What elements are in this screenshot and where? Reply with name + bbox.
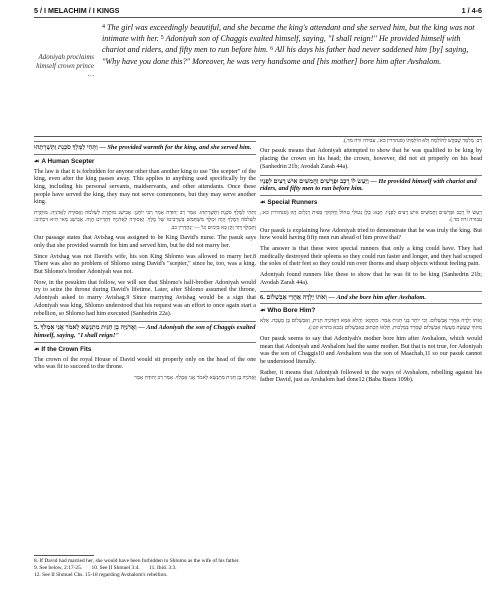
rubric-english: — And she bore him after Avshalom.: [328, 293, 426, 301]
footnote: 9. See below, 2:17-25.: [34, 565, 83, 572]
rubric-hebrew: וַתְּהִי לַמֶּלֶךְ סֹכֶנֶת וַתְּשָׁרְתֵהוּ: [34, 144, 98, 151]
section-title: If the Crown Fits: [41, 345, 92, 353]
commentary-paragraph: Since Avishag was not David's wife, his son King Shlomo was allowed to marry her.8 There was also no problem of Shlomo using David's "scepter," since he, too, was a king. But Shlomo's brother Adoniyah was not.: [34, 253, 256, 276]
commentary-left-column: [34, 138, 256, 385]
commentary-paragraph: The crown of the royal House of David would sit properly only on the head of the one who was fit to succeed to the throne.: [34, 356, 256, 371]
verse-4-text: The girl was exceedingly beautiful, and she became the king's attendant and she served him, but the king was not intimate with her.: [102, 23, 475, 44]
section-title: Who Bore Him?: [267, 307, 316, 315]
section-heading: [34, 346, 256, 355]
commentary-paragraph: Our pasuk is explaining how Adoniyah tried to demonstrate that he was truly the king. But how would having fifty men run ahead of him prove that?: [260, 227, 482, 242]
commentary-paragraph: The law is that it is forbidden for anyone other than another king to use "the scepter" of the king, even after the king passes away. This applies to anything used specifically by the king, including his personal servants, maidservants, and other attendants. Once these people have served the king, they may not serve commoners, but they may serve another king.: [34, 168, 256, 206]
rubric-heading: [34, 321, 256, 343]
footnotes: [34, 558, 482, 580]
commentary-paragraph: Adoniyah found runners like these to show that he was fit to be king (Sanhedrin 21b; Avodah Zarah 44a).: [260, 272, 482, 286]
rubric-heading: [260, 175, 482, 197]
section-marker-icon: ☙: [34, 158, 40, 165]
footnote: 10. See II Shmuel 3:4.: [91, 565, 140, 572]
rubric-english: — And Adoniyah the son of Chaggis exalted himself, saying, "I shall reign!": [34, 324, 256, 340]
section-marker-icon: ☙: [260, 200, 266, 207]
rubric-verse-number: 5.: [34, 324, 39, 332]
verse-number: 5: [160, 35, 164, 42]
footnote-line: [34, 572, 482, 579]
hebrew-source: וַאֲדֹנִיָּה בֶן חַגִּית מִתְנַשֵּׂא לֵאמֹר אֲנִי אֶמְלֹךְ. אָמַר רַב יְהוּדָה אָמַר: [134, 374, 256, 381]
rubric-heading: [34, 141, 256, 155]
section-marker-icon: ☙: [34, 346, 40, 353]
rubric-hebrew: וַאֲדֹנִיָּה בֶן חַגִּית מִתְנַשֵּׂא לֵאמֹר אֲנִי אֶמְלֹךְ: [40, 324, 137, 332]
commentary-paragraph: Our passage states that Avishag was assigned to be King David's nurse. The pasuk says only that she provided warmth for him and served him, but he did not marry her.: [34, 235, 256, 249]
rubric-heading: [260, 291, 482, 305]
verse-block: [34, 22, 482, 118]
verse-number: 6: [270, 46, 274, 53]
verse-6-text: All his days his father had never saddened him [by] saying, "Why have you done this?" Moreover, he was very handsome and [his mother] bore him after Avshalom.: [102, 45, 469, 66]
rubric-hebrew: וְאֹתוֹ יָלְדָה אַחֲרֵי אַבְשָׁלוֹם: [266, 293, 327, 301]
section-title: Special Runners: [267, 199, 318, 207]
section-heading: [260, 307, 482, 316]
rubric-english: — He provided himself with chariot and riders, and fifty men to run before him.: [260, 177, 477, 193]
header-chapter-verse: 1 / 4-6: [461, 6, 482, 15]
rubric-english: — She provided warmth for the king, and she served him.: [99, 144, 252, 151]
commentary-rule: [34, 136, 482, 137]
verse-number: 4: [102, 24, 105, 30]
section-heading: [34, 158, 256, 167]
rubric-verse-number: 6.: [260, 293, 265, 301]
verse-5-text: Adoniyah son of Chaggis exalted himself, saying, "I shall reign!" He provided himself with chariot and riders, and fifty men to run before him.: [102, 34, 461, 55]
commentary-paragraph: Rather, it means that Adoniyah followed in the ways of Avshalom, rebelling against his father David, just as Avshalom had done12 (Baba Basra 109b).: [260, 369, 482, 384]
footnote-line: [34, 558, 482, 565]
section-heading: [260, 199, 482, 208]
hebrew-source: וַתְּהִי לַמֶּלֶךְ סֹכֶנֶת וַתְּשָׁרְתֵהוּ. אָמַר רַב יְהוּדָה אָמַר רַבִּי יוֹחָנָן: אֲבִישַׁג מוּתֶּרֶת לִשְׁלֹמֹה וַאֲסוּרָה לַאֲדֹנִיָּה. מוּתֶּרֶת לִשְׁלֹמֹה דְּמֶלֶךְ הֲוָה וּמֶלֶךְ מִשְׁתַּמֵּשׁ בְּשַׁרְבִיטוֹ שֶׁל מֶלֶךְ. וַאֲסוּרָה לַאֲדֹנִיָּה דְּהֶדְיוֹט הֲוָה. אֲבִישַׁג מַאי הִיא דִּכְתִיב: וְהַמֶּלֶךְ דָּוִד זָקֵן בָּא בַּיָּמִים וְגוֹ' — יַנְהֶדְרִין כב.: [34, 210, 256, 231]
margin-note: Adoniyah proclaims himself crown prince …: [36, 54, 94, 78]
footnote-rule: [34, 555, 94, 556]
header-book-title: 5 / I MELACHIM / I KINGS: [34, 6, 120, 15]
commentary-paragraph: Our pasuk seems to say that Adoniyah's mother bore him after Avshalom, which would mean that Adoniyah and Avshalom had the same mother. But that is not true, for Adoniyah was the son of Chaggis10 and Avshalom was the son of Maachah,11 so our pasuk cannot be understood literally.: [260, 335, 482, 365]
footnote: 12. See II Shmuel Chs. 15-18 regarding Avshalom's rebellion.: [34, 572, 168, 579]
commentary-paragraph: Our pasuk means that Adoniyah attempted to show that he was qualified to be king by placing the crown on his head; the crown, however, did not sit properly on his head (Sanhedrin 21b; Avodah Zarah 44a).: [260, 148, 482, 170]
footnote: 11. Ibid. 3:3.: [149, 565, 177, 572]
footnote-line: [34, 565, 482, 572]
section-marker-icon: ☙: [260, 308, 266, 315]
commentary-paragraph: The answer is that these were special runners that only a king could have. They had medically destroyed their spleens so they could run faster and longer, and they had scraped the soles of their feet so they could run over thorns and sharp objects without feeling pain.: [260, 246, 482, 268]
footnote: 8. If David had married her, she would have been forbidden to Shlomo as the wife of his father.: [34, 558, 240, 564]
hebrew-source: רַב: מְלַמֵּד שֶׁבִּקֵּשׁ לְהוֹלְמָהּ וְלֹא הוֹלַמְתּוֹ (סנהדרין כא:, עבודה זרה מד.).: [342, 138, 482, 144]
hebrew-source: וְאֹתוֹ יָלְדָה אַחֲרֵי אַבְשָׁלוֹם. וְכִי יוֹתֵר בְּנֵי חַגִּית אָמַר. מִתְקָא: וַהֲלֹא אִמָּא דַּאֲדֹנִיָּה חַגִּית, וְאַבְשָׁלוֹם בֶּן מַעֲכָה. אֶלָּא מִתּוֹךְ שֶׁעָשָׂה מַעֲשֵׂה אַבְשָׁלוֹם שֶׁמָּרַד בְּמַלְכוּת, תְּלָאוֹ הַכָּתוּב בְּאַבְשָׁלוֹם (בבא בתרא קט:).: [260, 318, 482, 332]
section-title: A Human Scepter: [41, 157, 95, 165]
rubric-hebrew: וַיַּעַשׂ לוֹ רֶכֶב וּפָרָשִׁים וַחֲמִשִּׁים אִישׁ רָצִים לְפָנָיו: [260, 177, 369, 185]
commentary-paragraph: Now, in the pesukim that follow, we will see that Shlomo's half-brother Adoniyah would try to seize the throne during David's lifetime. Later, after Shlomo assumed the throne, Adoniyah asked to marry Avishag.9 Since marrying Avishag would be a sign that Adoniyah was king, Shlomo understood that his request was an effort to once again start a rebellion, so Shlomo had him executed (Sanhedrin 22a).: [34, 279, 256, 317]
hebrew-source: וַיַּעַשׂ לוֹ רֶכֶב וּפָרָשִׁים וַחֲמִשִּׁים אִישׁ רָצִים לְפָנָיו. תָּנָא: כֻּלָּן נְטוּלֵי טְחוֹל וַחֲקוּקֵי כַּפּוֹת רַגְלַיִם הֲווּ (סנהדרין כא:, עבודה זרה מד.).: [260, 209, 482, 224]
header-rule: [34, 17, 482, 18]
verse-text: [102, 22, 482, 67]
commentary-right-column: [260, 138, 482, 388]
